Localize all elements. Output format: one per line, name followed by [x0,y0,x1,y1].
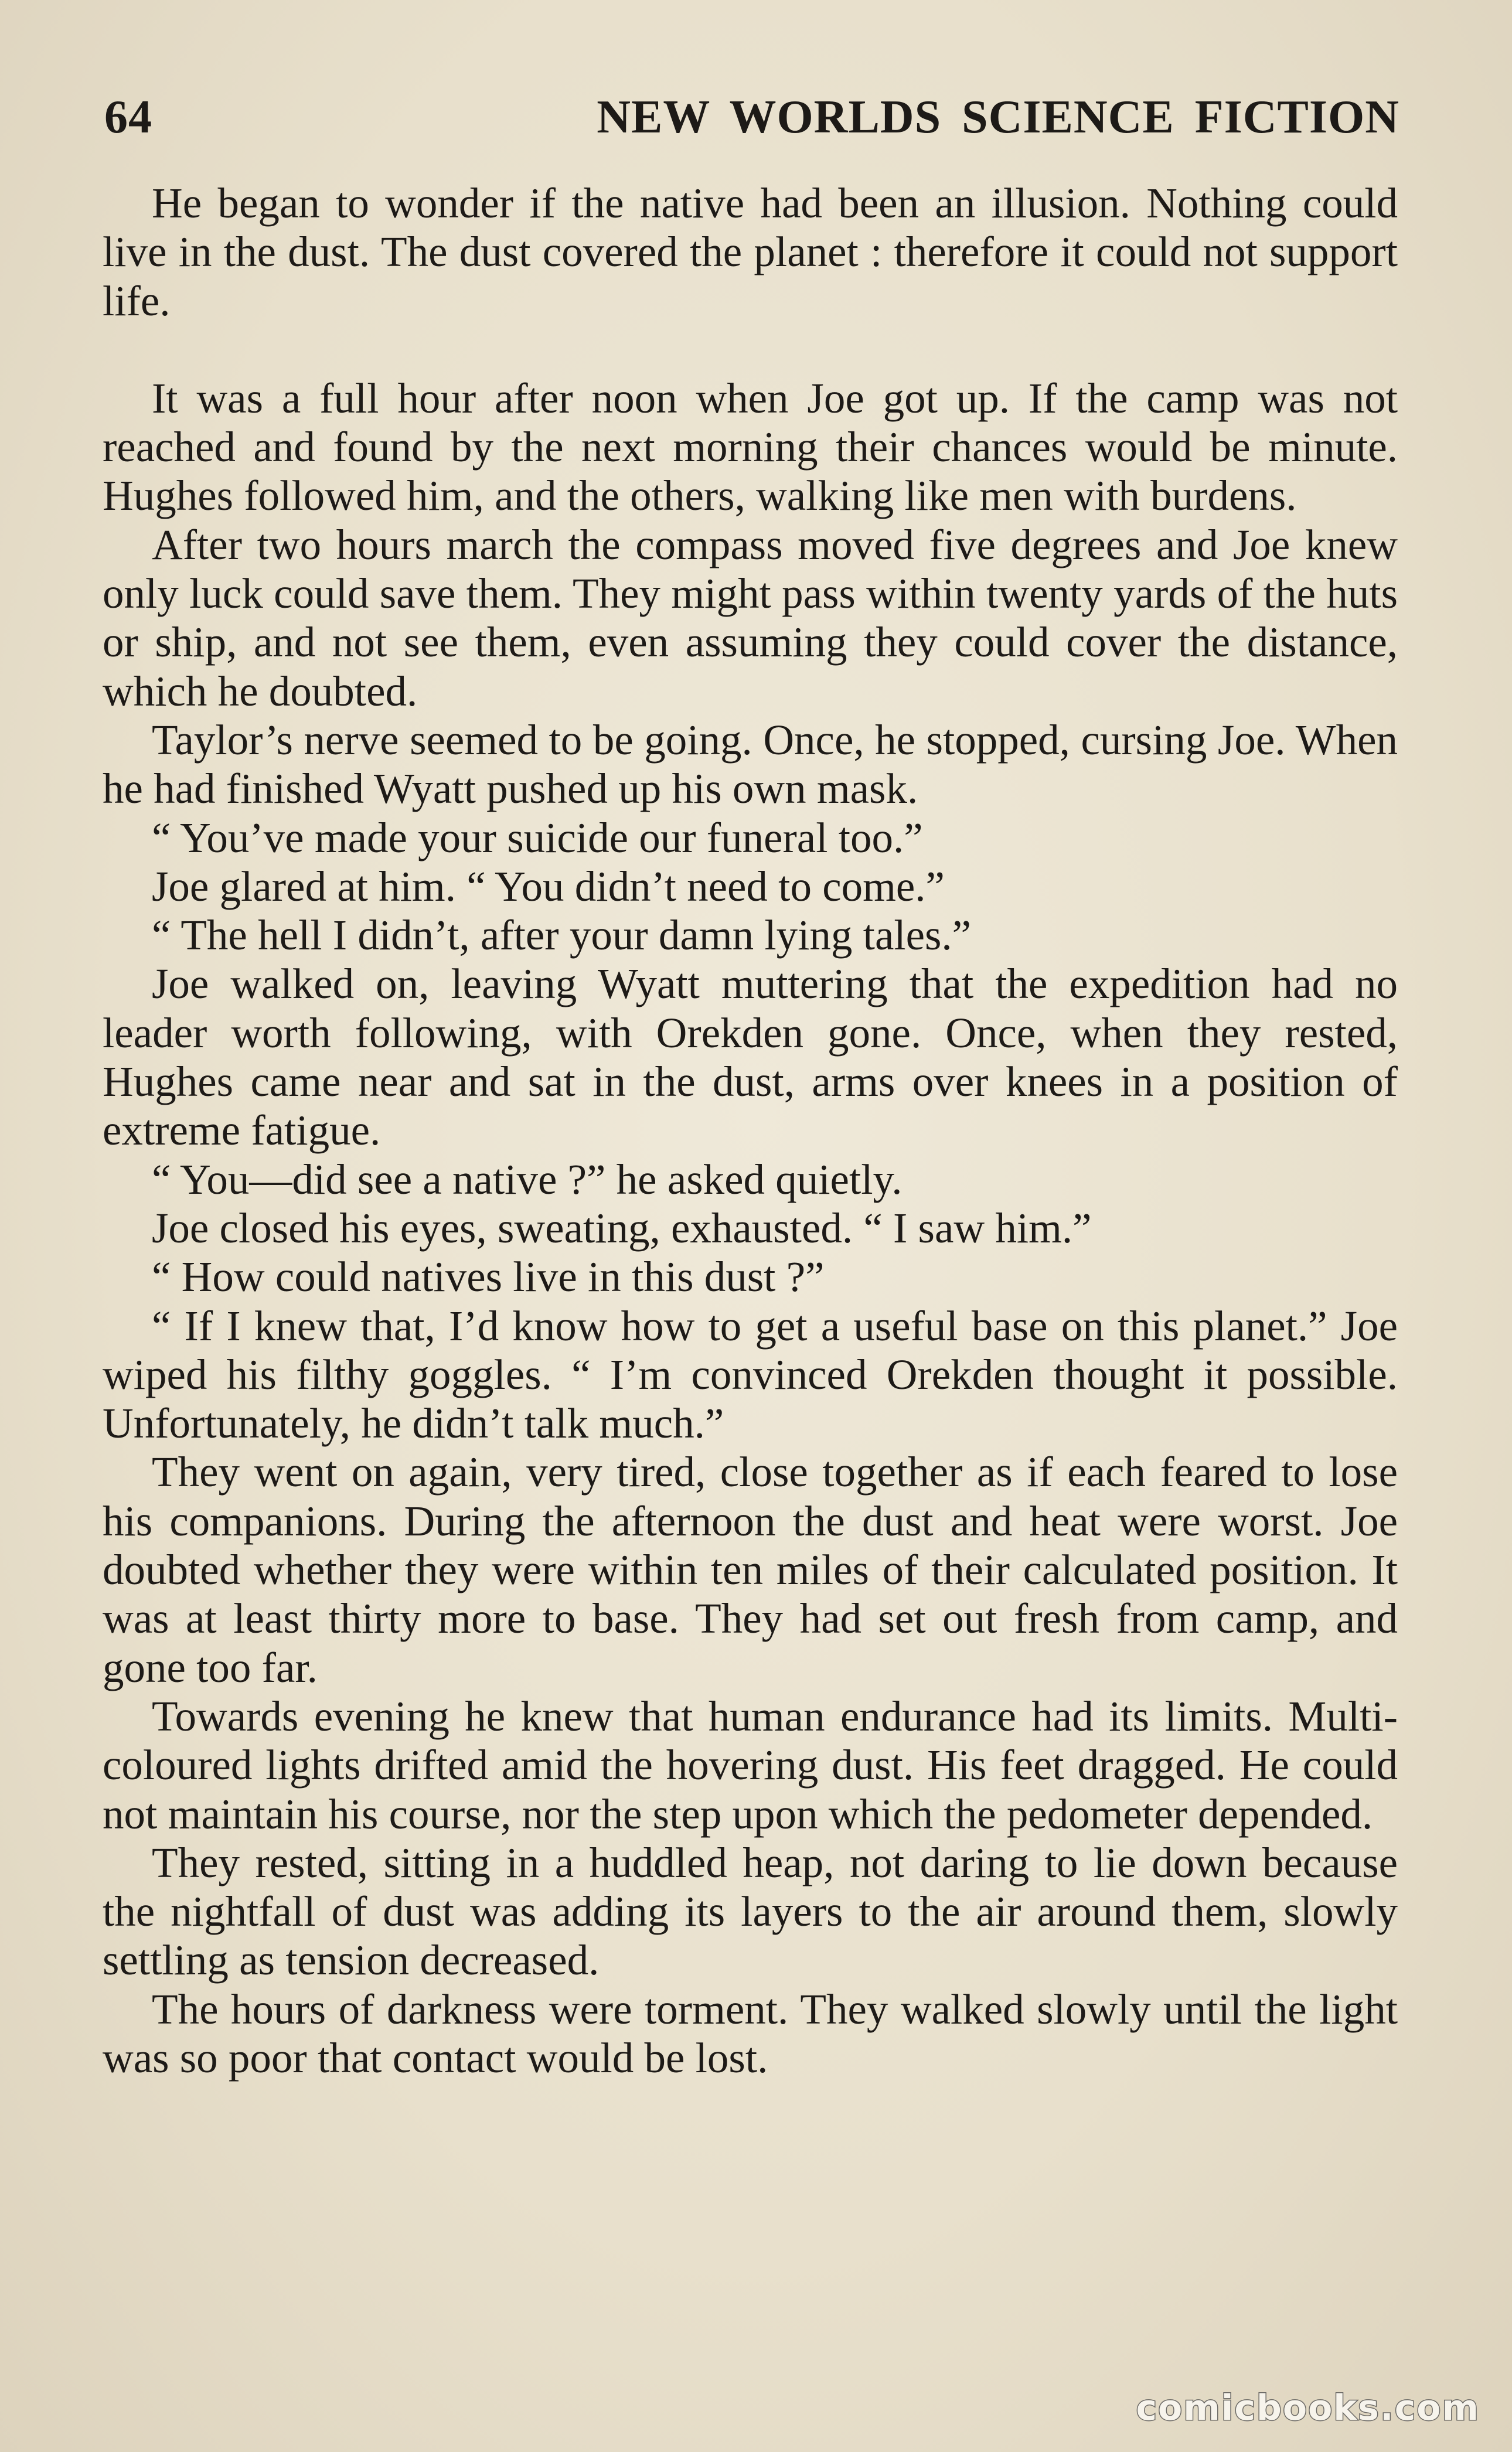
page-header [104,88,1399,147]
paragraph: They rested, sitting in a huddled heap, not daring to lie down because the nightfall of dust was adding its layers to the air around them, slowly settling as tension decreased. [103,1838,1398,1984]
section-break [103,325,1398,374]
paragraph: Towards evening he knew that human endurance had its limits. Multi-coloured lights drifted amid the hovering dust. His feet dragged. He could not maintain his course, nor the step upon which the pedometer depended. [103,1692,1398,1838]
paragraph: Joe closed his eyes, sweating, exhausted. “ I saw him.” [152,1204,1092,1252]
paragraph: “ If I knew that, I’d know how to get a useful base on this planet.” Joe wiped his filthy goggles. “ I’m convinced Orekden thought it possible. Unfortunately, he didn’t talk much.” [103,1302,1398,1448]
paragraph: They went on again, very tired, close together as if each feared to lose his companions. During the afternoon the dust and heat were worst. Joe doubted whether they were within ten miles of their calculated position. It was at least thirty more to base. They had set out fresh from camp, and gone too far. [103,1448,1398,1691]
watermark: comicbooks.com [1136,2388,1480,2429]
paragraph: “ You—did see a native ?” he asked quietly. [152,1155,903,1203]
paragraph: “ You’ve made your suicide our funeral too.” [152,813,923,861]
paragraph: The hours of darkness were torment. They walked slowly until the light was so poor that contact would be lost. [103,1985,1398,2082]
story-text [103,179,1398,2082]
paragraph: It was a full hour after noon when Joe got up. If the camp was not reached and found by the next morning their chances would be minute. Hughes followed him, and the others, walking like men with burdens. [103,374,1398,520]
paragraph: Joe glared at him. “ You didn’t need to come.” [152,862,945,910]
paragraph: After two hours march the compass moved five degrees and Joe knew only luck could save them. They might pass within twenty yards of the huts or ship, and not see them, even assuming they could cover the distance, which he doubted. [103,520,1398,715]
paragraph: “ The hell I didn’t, after your damn lying tales.” [152,911,972,959]
paragraph: “ How could natives live in this dust ?” [152,1253,825,1301]
page-number: 64 [104,91,152,143]
paragraph: Joe walked on, leaving Wyatt muttering that the expedition had no leader worth following, with Orekden gone. Once, when they rested, Hughes came near and sat in the dust, arms over knees in a position of extreme fatigue. [103,960,1398,1155]
paragraph: Taylor’s nerve seemed to be going. Once, he stopped, cursing Joe. When he had finished Wyatt pushed up his own mask. [103,716,1398,813]
running-title: NEW WORLDS SCIENCE FICTION [597,91,1399,143]
paragraph: He began to wonder if the native had been an illusion. Nothing could live in the dust. The dust covered the planet : therefore it could not support life. [103,179,1398,325]
